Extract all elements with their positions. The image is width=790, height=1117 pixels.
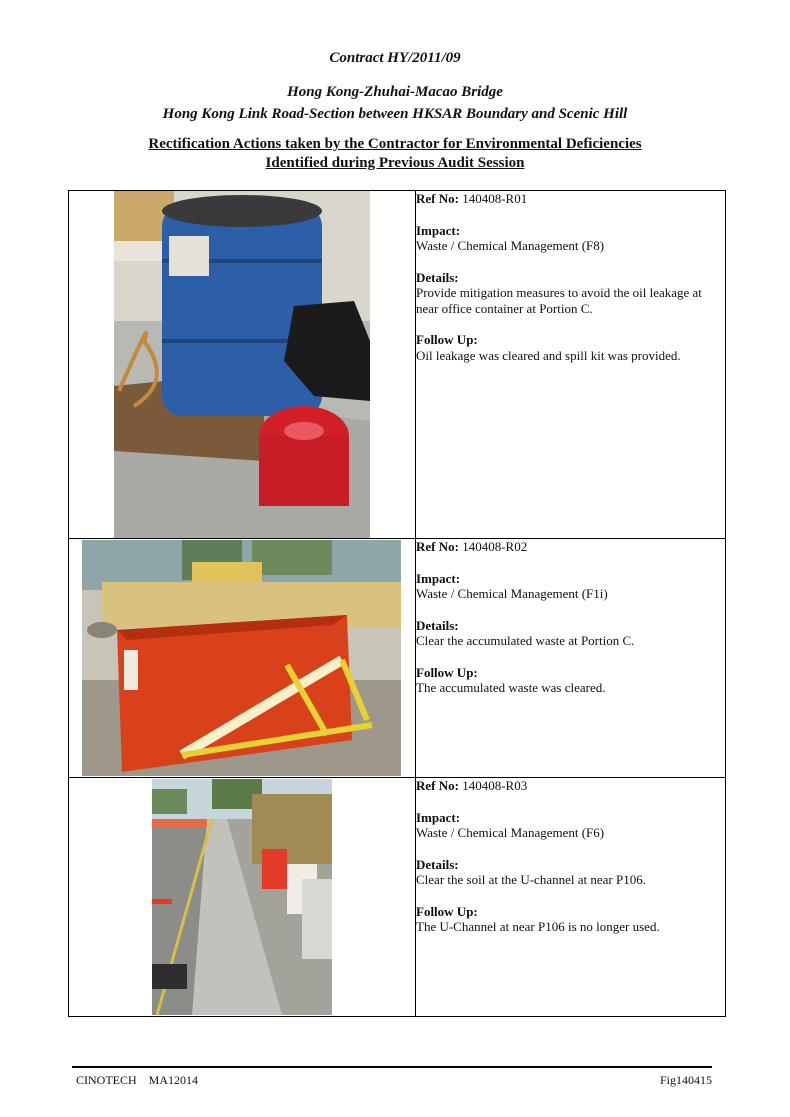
waste-skip-photo — [82, 540, 401, 776]
project-title-line1: Hong Kong-Zhuhai-Macao Bridge — [287, 84, 503, 100]
follow-up-value: The accumulated waste was cleared. — [416, 680, 606, 695]
details-label: Details: — [416, 856, 459, 872]
record-details-cell — [416, 778, 726, 1017]
details-value: Clear the soil at the U-channel at near P106. — [416, 872, 646, 887]
record-details-cell — [416, 191, 726, 539]
impact-label: Impact: — [416, 809, 461, 825]
follow-up-value: Oil leakage was cleared and spill kit was provided. — [416, 347, 681, 363]
impact-value: Waste / Chemical Management (F8) — [416, 238, 605, 253]
footer-company-ref: CINOTECH MA12014 — [76, 1073, 198, 1087]
document-title-line1: Rectification Actions taken by the Contractor for Environmental Deficiencies — [148, 136, 642, 152]
photo-cell — [69, 539, 416, 778]
impact-value: Waste / Chemical Management (F6) — [416, 825, 605, 840]
ref-label: Ref No: — [416, 191, 459, 206]
details-value: Clear the accumulated waste at Portion C. — [416, 633, 635, 648]
details-label: Details: — [416, 269, 459, 285]
footer-divider — [72, 1066, 712, 1068]
table-row — [69, 191, 726, 539]
impact-value: Waste / Chemical Management (F1i) — [416, 586, 608, 601]
photo-cell — [69, 191, 416, 539]
ref-label: Ref No: — [416, 778, 459, 793]
follow-up-label: Follow Up: — [416, 903, 478, 919]
project-title-line2: Hong Kong Link Road-Section between HKSAR Boundary and Scenic Hill — [162, 106, 628, 122]
contract-number: Contract HY/2011/09 — [329, 50, 461, 66]
ref-number: 140408-R02 — [462, 539, 528, 554]
rectification-table — [68, 190, 726, 1017]
ref-number: 140408-R01 — [462, 191, 528, 206]
ref-number: 140408-R03 — [462, 778, 528, 793]
table-row — [69, 778, 726, 1017]
footer-figure-number: Fig140415 — [660, 1073, 713, 1087]
follow-up-label: Follow Up: — [416, 332, 478, 347]
follow-up-label: Follow Up: — [416, 664, 478, 680]
document-title-line2: Identified during Previous Audit Session — [265, 155, 525, 171]
record-details-cell — [416, 539, 726, 778]
u-channel-road-photo — [152, 779, 332, 1015]
follow-up-value: The U-Channel at near P106 is no longer used. — [416, 919, 660, 934]
impact-label: Impact: — [416, 222, 461, 238]
ref-label: Ref No: — [416, 539, 459, 554]
oil-drum-and-spill-kit-photo — [114, 191, 370, 538]
photo-cell — [69, 778, 416, 1017]
details-label: Details: — [416, 617, 459, 633]
impact-label: Impact: — [416, 570, 461, 586]
details-value: Provide mitigation measures to avoid the oil leakage at near office container at Portion C. — [416, 285, 702, 316]
table-row — [69, 539, 726, 778]
